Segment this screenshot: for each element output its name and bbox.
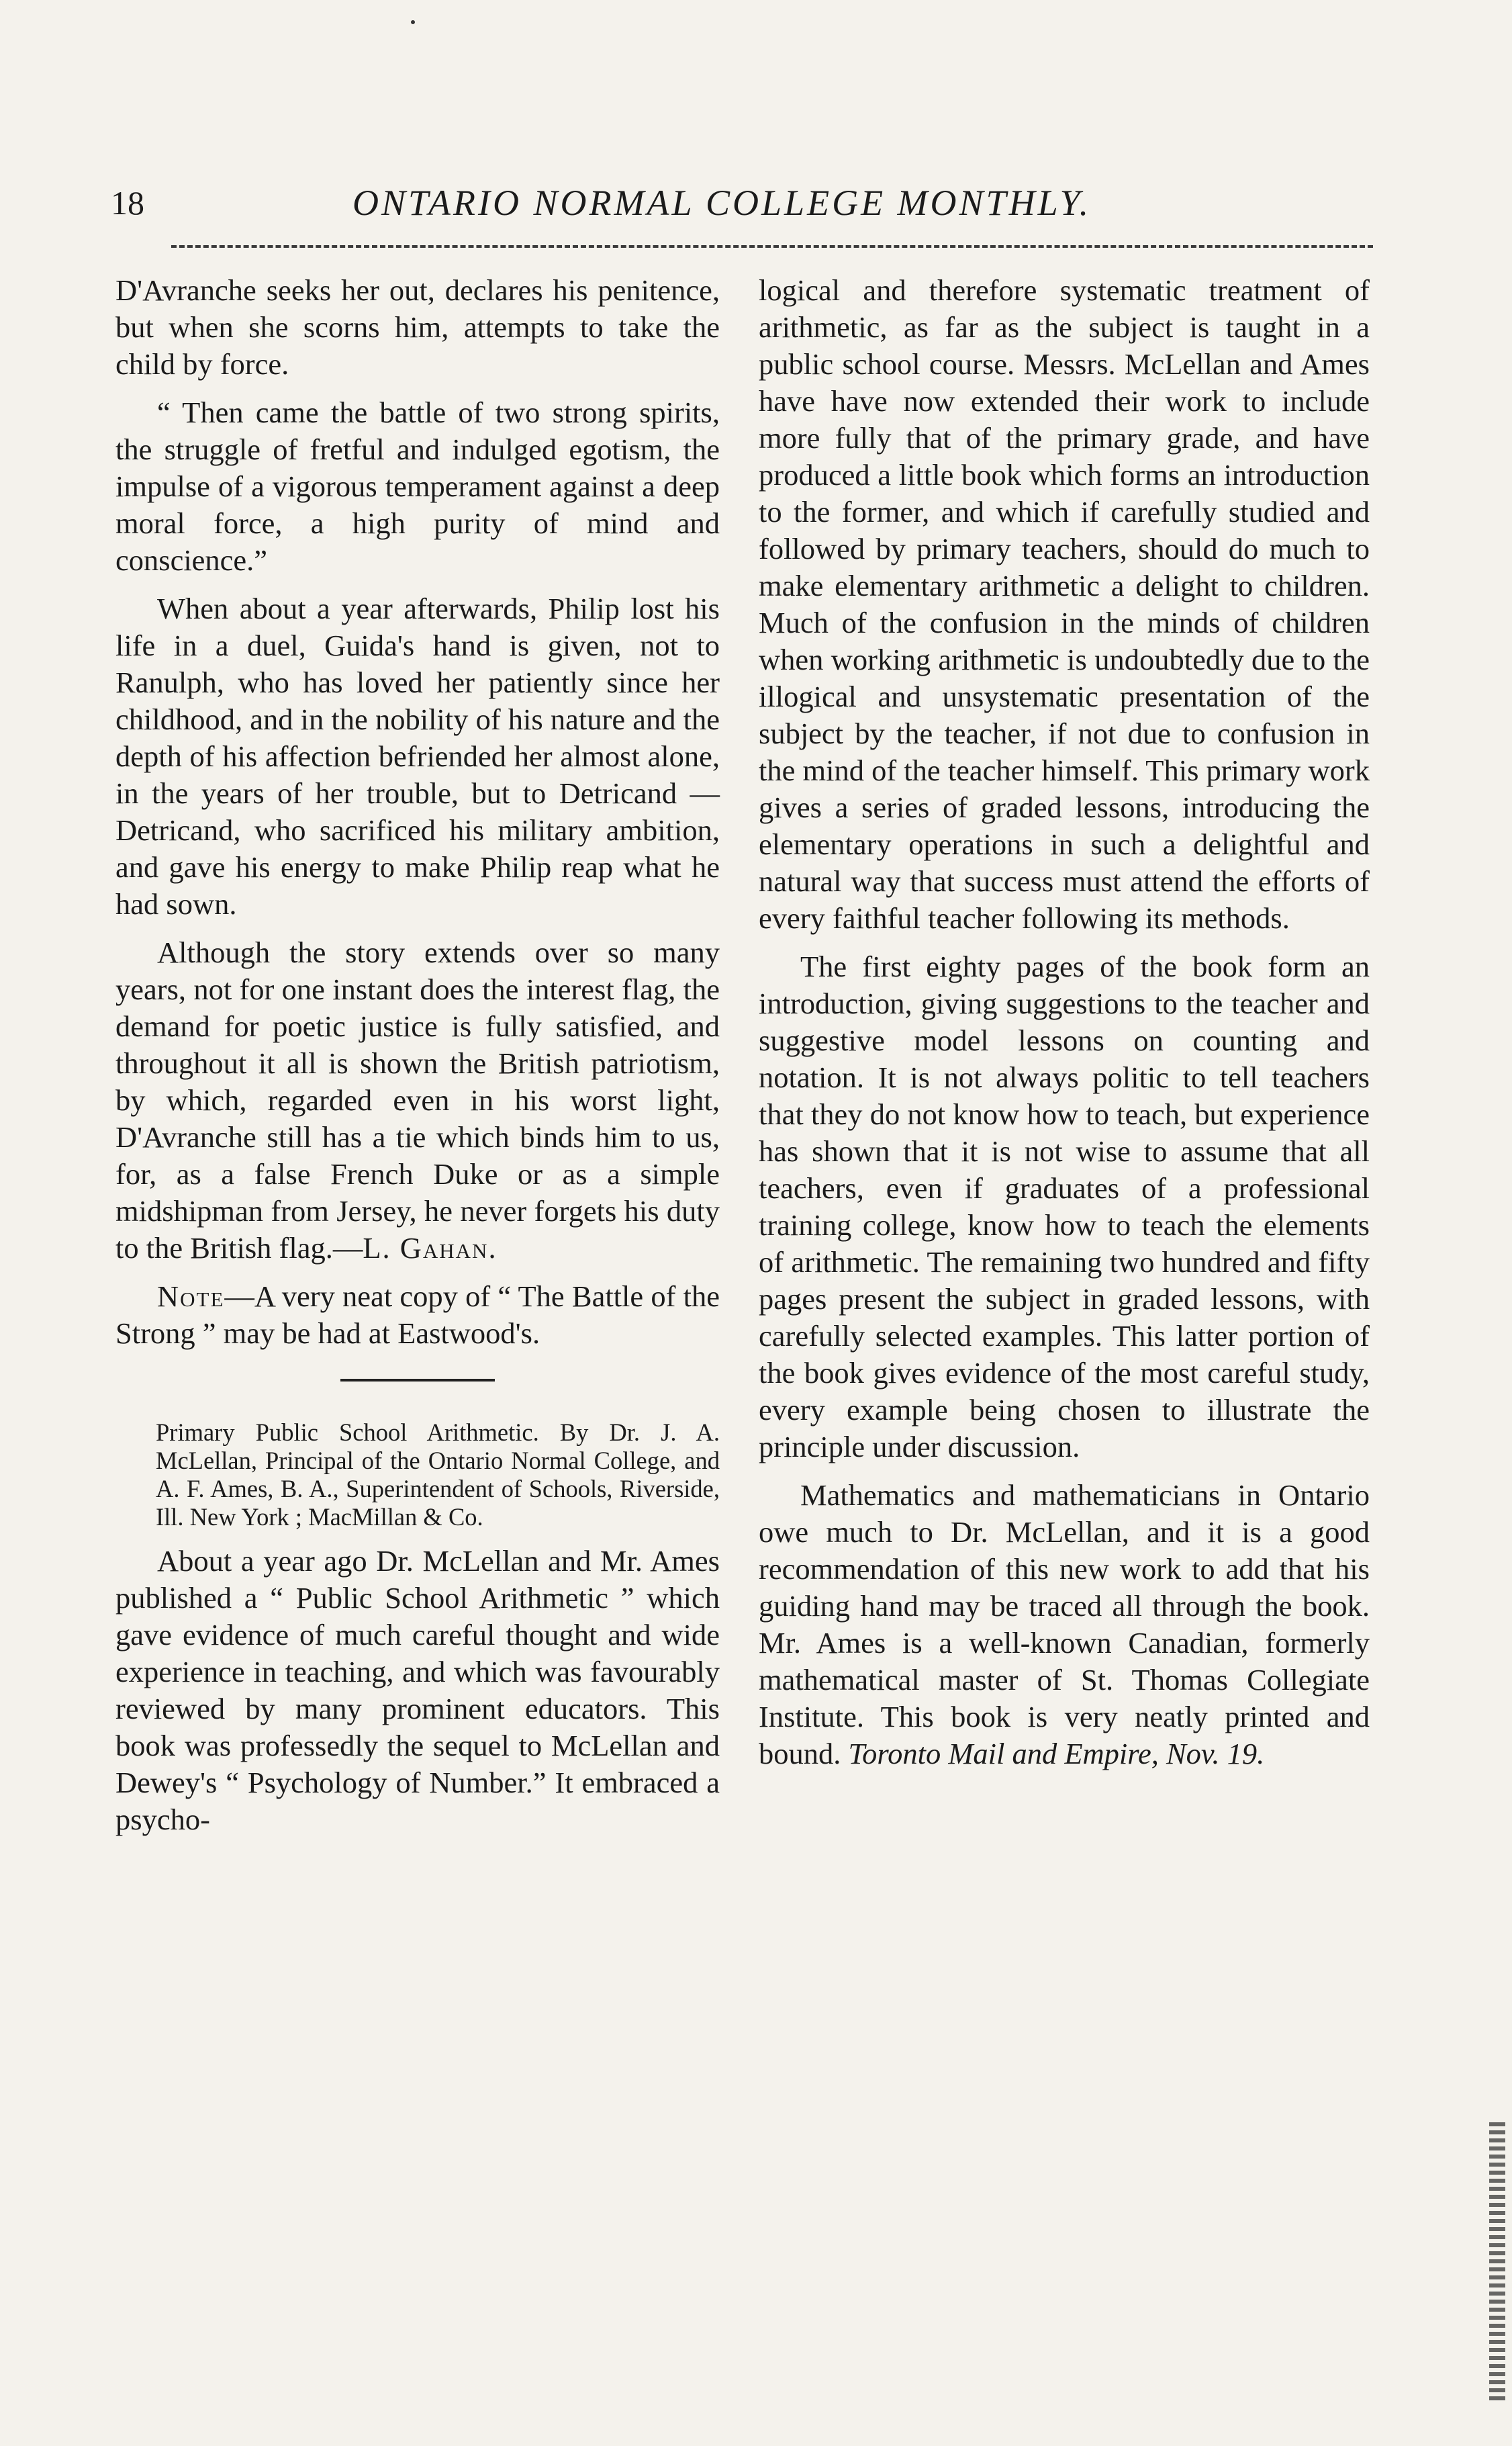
- paragraph: When about a year afterwards, Philip lost his life in a duel, Guida's hand is given, not to Ranulph, who has loved her patiently since her childhood, and in the nobility of his nature and the depth of his affection befriended her almost alone, in the years of her trouble, but to Detricand —Detricand, who sacrificed his military ambition, and gave his energy to make Philip reap what he had sown.: [115, 592, 720, 921]
- review-heading: Primary Public School Arithmetic. By Dr. J. A. McLellan, Principal of the Ontario Normal College, and A. F. Ames, B. A., Superintendent of Schools, Riverside, Ill. New York ; MacMillan & Co.: [156, 1418, 720, 1531]
- note-label: Note: [157, 1279, 225, 1313]
- author-signature: L. Gahan.: [363, 1231, 498, 1265]
- paragraph: The first eighty pages of the book form an introduction, giving suggestions to the teacher and suggestive model lessons on counting and notation. It is not always politic to tell teachers that they do not know how to teach, but experience has shown that it is not wise to assume that all teachers, even if graduates of a professional training college, know how to teach the elements of arithmetic. The remaining two hundred and fifty pages present the subject in graded lessons, with carefully selected examples. This latter portion of the book gives evidence of the most careful study, every example being chosen to illustrate the principle under discussion.: [759, 950, 1370, 1463]
- page-number: 18: [111, 184, 144, 222]
- paragraph: D'Avranche seeks her out, declares his penitence, but when she scorns him, attempts to take the child by force.: [115, 273, 720, 381]
- paragraph: [759, 1477, 1370, 1772]
- page-header: [111, 176, 1366, 230]
- right-column: [759, 272, 1370, 1784]
- running-title: ONTARIO NORMAL COLLEGE MONTHLY.: [352, 183, 1092, 223]
- paragraph: logical and therefore systematic treatment of arithmetic, as far as the subject is taught in a public school course. Messrs. McLellan and Ames have have now extended their work to include more fully that of the primary grade, and have produced a little book which forms an introduction to the former, and which if carefully studied and followed by primary teachers, should do much to make elementary arithmetic a delight to children. Much of the confusion in the minds of children when working arithmetic is undoubtedly due to the illogical and unsystematic presentation of the subject by the teacher, if not due to confusion in the mind of the teacher himself. This primary work gives a series of graded lessons, introducing the elementary operations in such a delightful and natural way that success must attend the efforts of every faithful teacher following its methods.: [759, 273, 1370, 935]
- paragraph-quote: “ Then came the battle of two strong spirits, the struggle of fretful and indulged egotism, the impulse of a vigorous temperament against a deep moral force, a high purity of mind and conscience.”: [115, 396, 720, 577]
- page-edge-mark: [1489, 2122, 1505, 2404]
- paragraph: About a year ago Dr. McLellan and Mr. Ames published a “ Public School Arithmetic ” which gave evidence of much careful thought and wide experience in teaching, and which was favourably reviewed by many prominent educators. This book was professedly the sequel to McLellan and Dewey's “ Psychology of Number.” It embraced a psycho-: [115, 1544, 720, 1836]
- paragraph-text: Although the story extends over so many years, not for one instant does the interest flag, the demand for poetic justice is fully satisfied, and throughout it all is shown the British patriotism, by which, regarded even in his worst light, D'Avranche still has a tie which binds him to us, for, as a false French Duke or as a simple midshipman from Jersey, he never forgets his duty to the British flag.—: [115, 936, 720, 1265]
- stray-mark: [411, 20, 415, 24]
- note-text: —A very neat copy of “ The Battle of the Strong ” may be had at Eastwood's.: [115, 1279, 720, 1350]
- section-divider: [340, 1379, 495, 1381]
- note-paragraph: [115, 1278, 720, 1352]
- header-rule: [171, 245, 1373, 248]
- paragraph-text: Mathematics and mathematicians in Ontario owe much to Dr. McLellan, and it is a good recommendation of this new work to add that his guiding hand may be traced all through the book. Mr. Ames is a well-known Canadian, formerly mathematical master of St. Thomas Collegiate Institute. This book is very neatly printed and bound.: [759, 1478, 1370, 1770]
- left-column: [115, 272, 720, 1850]
- source-citation: Toronto Mail and Empire, Nov. 19.: [848, 1737, 1265, 1770]
- paragraph: [115, 934, 720, 1267]
